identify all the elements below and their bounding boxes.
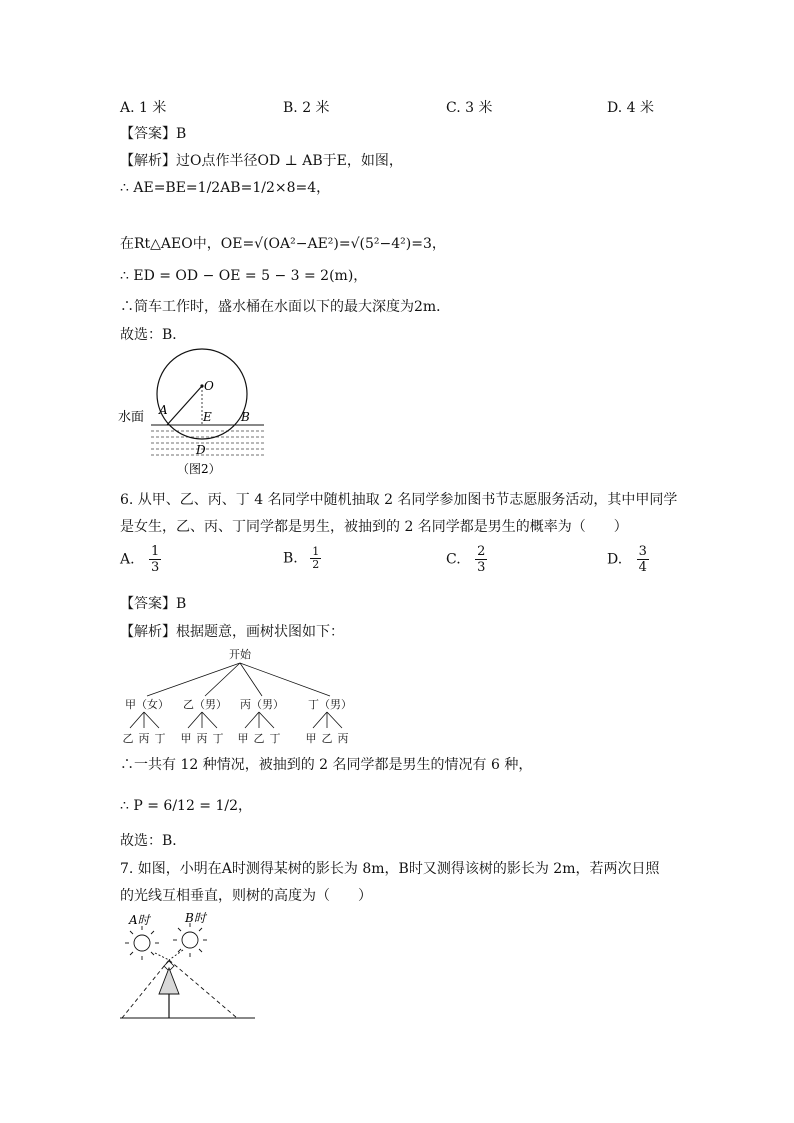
q5-figure bbox=[115, 346, 265, 478]
sun-a-label: A时 bbox=[129, 913, 150, 927]
q5-analysis-tag: 【解析】 bbox=[120, 153, 176, 169]
point-d-label: D bbox=[196, 443, 206, 457]
tree-leaf: 乙 bbox=[253, 732, 265, 745]
q6-analysis-tag: 【解析】 bbox=[120, 624, 176, 640]
tree-branch-3: 丙（男） bbox=[240, 698, 284, 711]
radius-oa bbox=[167, 386, 202, 425]
q5-answer: 【答案】B bbox=[120, 126, 187, 142]
q5-step2: 在Rt△AEO中，OE=√(OA²−AE²)=√(5²−4²)=3， bbox=[120, 236, 446, 252]
figure-caption: （图2） bbox=[177, 462, 221, 476]
q5-option-b: B. 2 米 bbox=[283, 100, 330, 116]
q6-option-b: B. $\frac{1}{2}$ bbox=[283, 545, 320, 571]
tree-leaf: 丁 bbox=[154, 732, 166, 745]
q6-answer: 【答案】B bbox=[120, 596, 187, 612]
point-e-label: E bbox=[203, 410, 212, 424]
tree-root: 开始 bbox=[229, 648, 251, 661]
q6-option-a: A. $\frac{1}{3}$ bbox=[120, 544, 160, 575]
point-b-label: B bbox=[241, 410, 250, 424]
q5-analysis-text: 过O点作半径OD ⊥ AB于E，如图， bbox=[176, 153, 403, 169]
tree-leaf: 丁 bbox=[269, 732, 281, 745]
q7-question-line1: 7. 如图，小明在A时测得某树的影长为 8m，B时又测得该树的影长为 2m，若两次日照 bbox=[120, 861, 660, 877]
q6-question-line1: 6. 从甲、乙、丙、丁 4 名同学中随机抽取 2 名同学参加图书节志愿服务活动，其中甲同学 bbox=[120, 492, 678, 508]
tree-branch-4: 丁（男） bbox=[308, 698, 352, 711]
tree-leaf: 丁 bbox=[212, 732, 224, 745]
point-o-label: O bbox=[204, 379, 214, 393]
tree-branch-1: 甲（女） bbox=[125, 698, 169, 711]
tree-leaf: 甲 bbox=[237, 732, 249, 745]
q6-option-c: C. $\frac{2}{3}$ bbox=[446, 544, 486, 575]
water-label: 水面 bbox=[118, 410, 145, 425]
q5-step3: ∴ ED = OD − OE = 5 − 3 = 2(m)， bbox=[120, 268, 368, 284]
tree-leaf: 丙 bbox=[337, 732, 349, 745]
tree-leaf: 丙 bbox=[196, 732, 208, 745]
sun-a-icon bbox=[134, 935, 150, 951]
q5-step4: ∴筒车工作时，盛水桶在水面以下的最大深度为2m． bbox=[120, 299, 451, 315]
q6-step1: ∴一共有 12 种情况，被抽到的 2 名同学都是男生的情况有 6 种， bbox=[120, 757, 533, 773]
q5-option-d: D. 4 米 bbox=[607, 100, 654, 116]
q5-option-c: C. 3 米 bbox=[446, 100, 493, 116]
q5-option-a: A. 1 米 bbox=[120, 100, 167, 116]
q6-step2: ∴ P = 6/12 = 1/2， bbox=[120, 798, 253, 814]
tree-branch-2: 乙（男） bbox=[183, 698, 227, 711]
q5-analysis bbox=[120, 150, 403, 170]
tree-leaf: 甲 bbox=[180, 732, 192, 745]
tree-leaf: 乙 bbox=[122, 732, 134, 745]
tree-leaf: 甲 bbox=[305, 732, 317, 745]
q6-tree-diagram bbox=[112, 644, 372, 746]
q7-question-line2: 的光线互相垂直，则树的高度为（ ） bbox=[120, 888, 372, 904]
q5-step1: ∴ AE=BE=1/2AB=1/2×8=4， bbox=[120, 180, 331, 196]
q5-choice: 故选：B． bbox=[120, 327, 187, 343]
q7-figure bbox=[117, 910, 257, 1025]
sun-b-label: B时 bbox=[185, 911, 206, 925]
q6-analysis bbox=[120, 621, 344, 641]
tree-leaf: 丙 bbox=[138, 732, 150, 745]
tree-crown bbox=[159, 968, 179, 994]
sun-b-icon bbox=[182, 932, 198, 948]
q6-option-d: D. $\frac{3}{4}$ bbox=[607, 544, 647, 575]
q6-question-line2: 是女生，乙、丙、丁同学都是男生，被抽到的 2 名同学都是男生的概率为（ ） bbox=[120, 519, 628, 535]
point-a-label: A bbox=[159, 403, 168, 417]
q6-analysis-text: 根据题意，画树状图如下： bbox=[176, 624, 344, 640]
light-ray-b bbox=[169, 960, 237, 1018]
tree-leaf: 乙 bbox=[321, 732, 333, 745]
q6-choice: 故选：B． bbox=[120, 833, 187, 849]
